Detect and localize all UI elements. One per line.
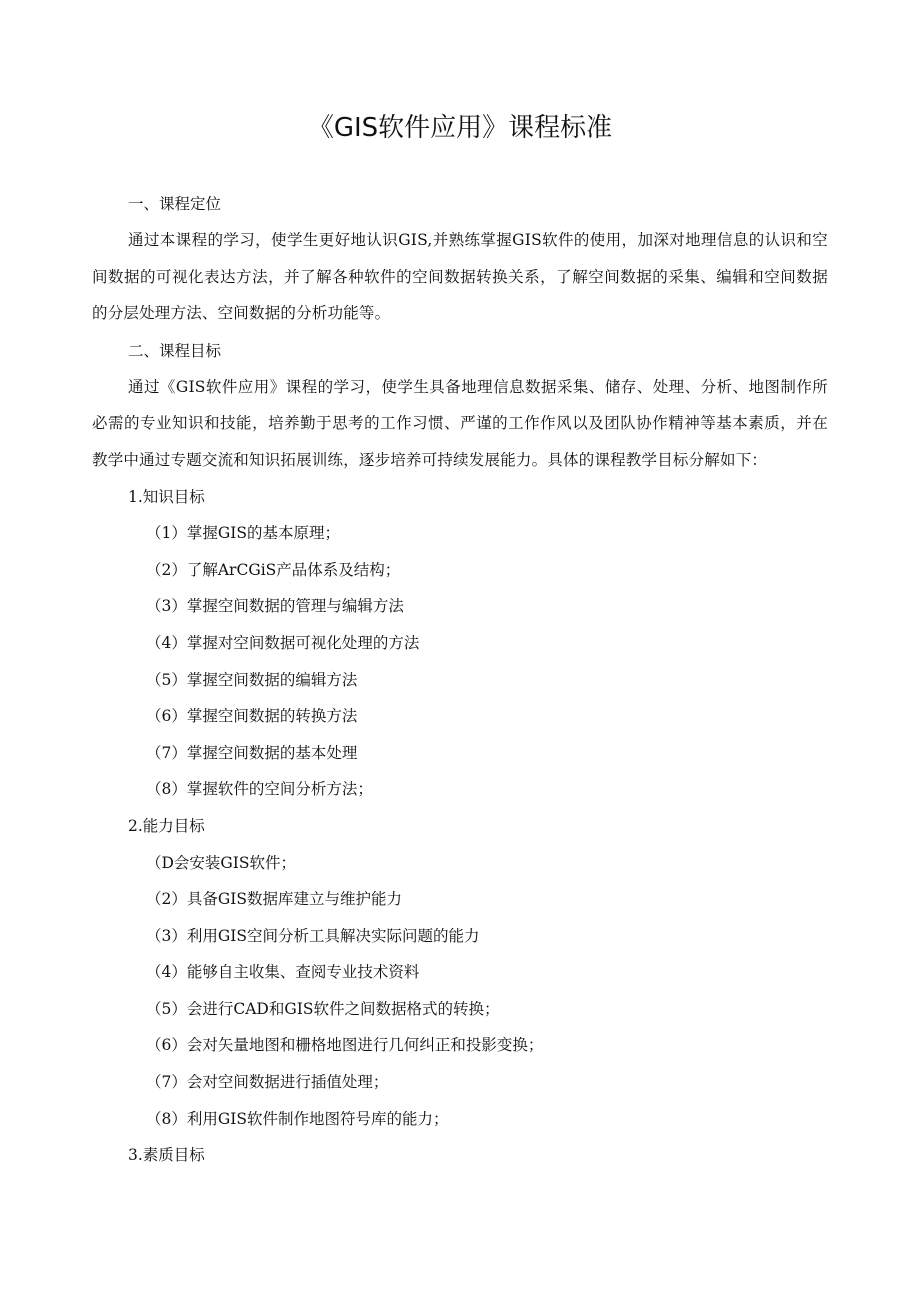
quality-objectives-heading: 3.素质目标 <box>128 1146 205 1165</box>
ability-item: （7）会对空间数据进行插值处理； <box>146 1073 389 1092</box>
ability-item: （3）利用GIS空间分析工具解决实际问题的能力 <box>146 926 480 945</box>
knowledge-item: （7）掌握空间数据的基本处理 <box>146 743 358 762</box>
knowledge-objectives-heading: 1.知识目标 <box>128 487 205 506</box>
knowledge-item: （4）掌握对空间数据可视化处理的方法 <box>146 633 420 652</box>
knowledge-item: （6）掌握空间数据的转换方法 <box>146 707 358 726</box>
ability-item: （D会安装GIS软件； <box>146 853 297 872</box>
course-objectives-paragraph: 通过《GIS软件应用》课程的学习，使学生具备地理信息数据采集、储存、处理、分析、地图制作所必需的专业知识和技能，培养勤于思考的工作习惯、严谨的工作作风以及团队协作精神等基本素质，并在教学中通过专题交流和知识拓展训练，逐步培养可持续发展能力。具体的课程教学目标分解如下： <box>92 377 828 469</box>
ability-item: （8）利用GIS软件制作地图符号库的能力； <box>146 1109 449 1128</box>
knowledge-item: （1）掌握GIS的基本原理； <box>146 524 340 543</box>
knowledge-item: （8）掌握软件的空间分析方法； <box>146 780 373 799</box>
ability-item: （5）会进行CAD和GIS软件之间数据格式的转换； <box>146 999 500 1018</box>
section-heading-course-positioning: 一、课程定位 <box>128 195 222 213</box>
ability-item: （6）会对矢量地图和栅格地图进行几何纠正和投影变换； <box>146 1036 544 1055</box>
course-positioning-paragraph: 通过本课程的学习，使学生更好地认识GIS,并熟练掌握GIS软件的使用，加深对地理信息的认识和空间数据的可视化表达方法，并了解各种软件的空间数据转换关系，了解空间数据的采集、编辑和空间数据的分层处理方法、空间数据的分析功能等。 <box>92 231 828 323</box>
ability-objectives-heading: 2.能力目标 <box>128 816 205 835</box>
ability-item: （2）具备GIS数据库建立与维护能力 <box>146 890 402 909</box>
knowledge-item: （5）掌握空间数据的编辑方法 <box>146 670 358 689</box>
knowledge-item: （2）了解ArCGiS产品体系及结构； <box>146 560 401 579</box>
knowledge-item: （3）掌握空间数据的管理与编辑方法 <box>146 597 404 616</box>
document-body <box>92 186 828 1174</box>
section-heading-course-objectives: 二、课程目标 <box>128 341 222 360</box>
ability-item: （4）能够自主收集、查阅专业技术资料 <box>146 963 420 982</box>
document-title: 《GIS软件应用》课程标准 <box>307 113 613 143</box>
